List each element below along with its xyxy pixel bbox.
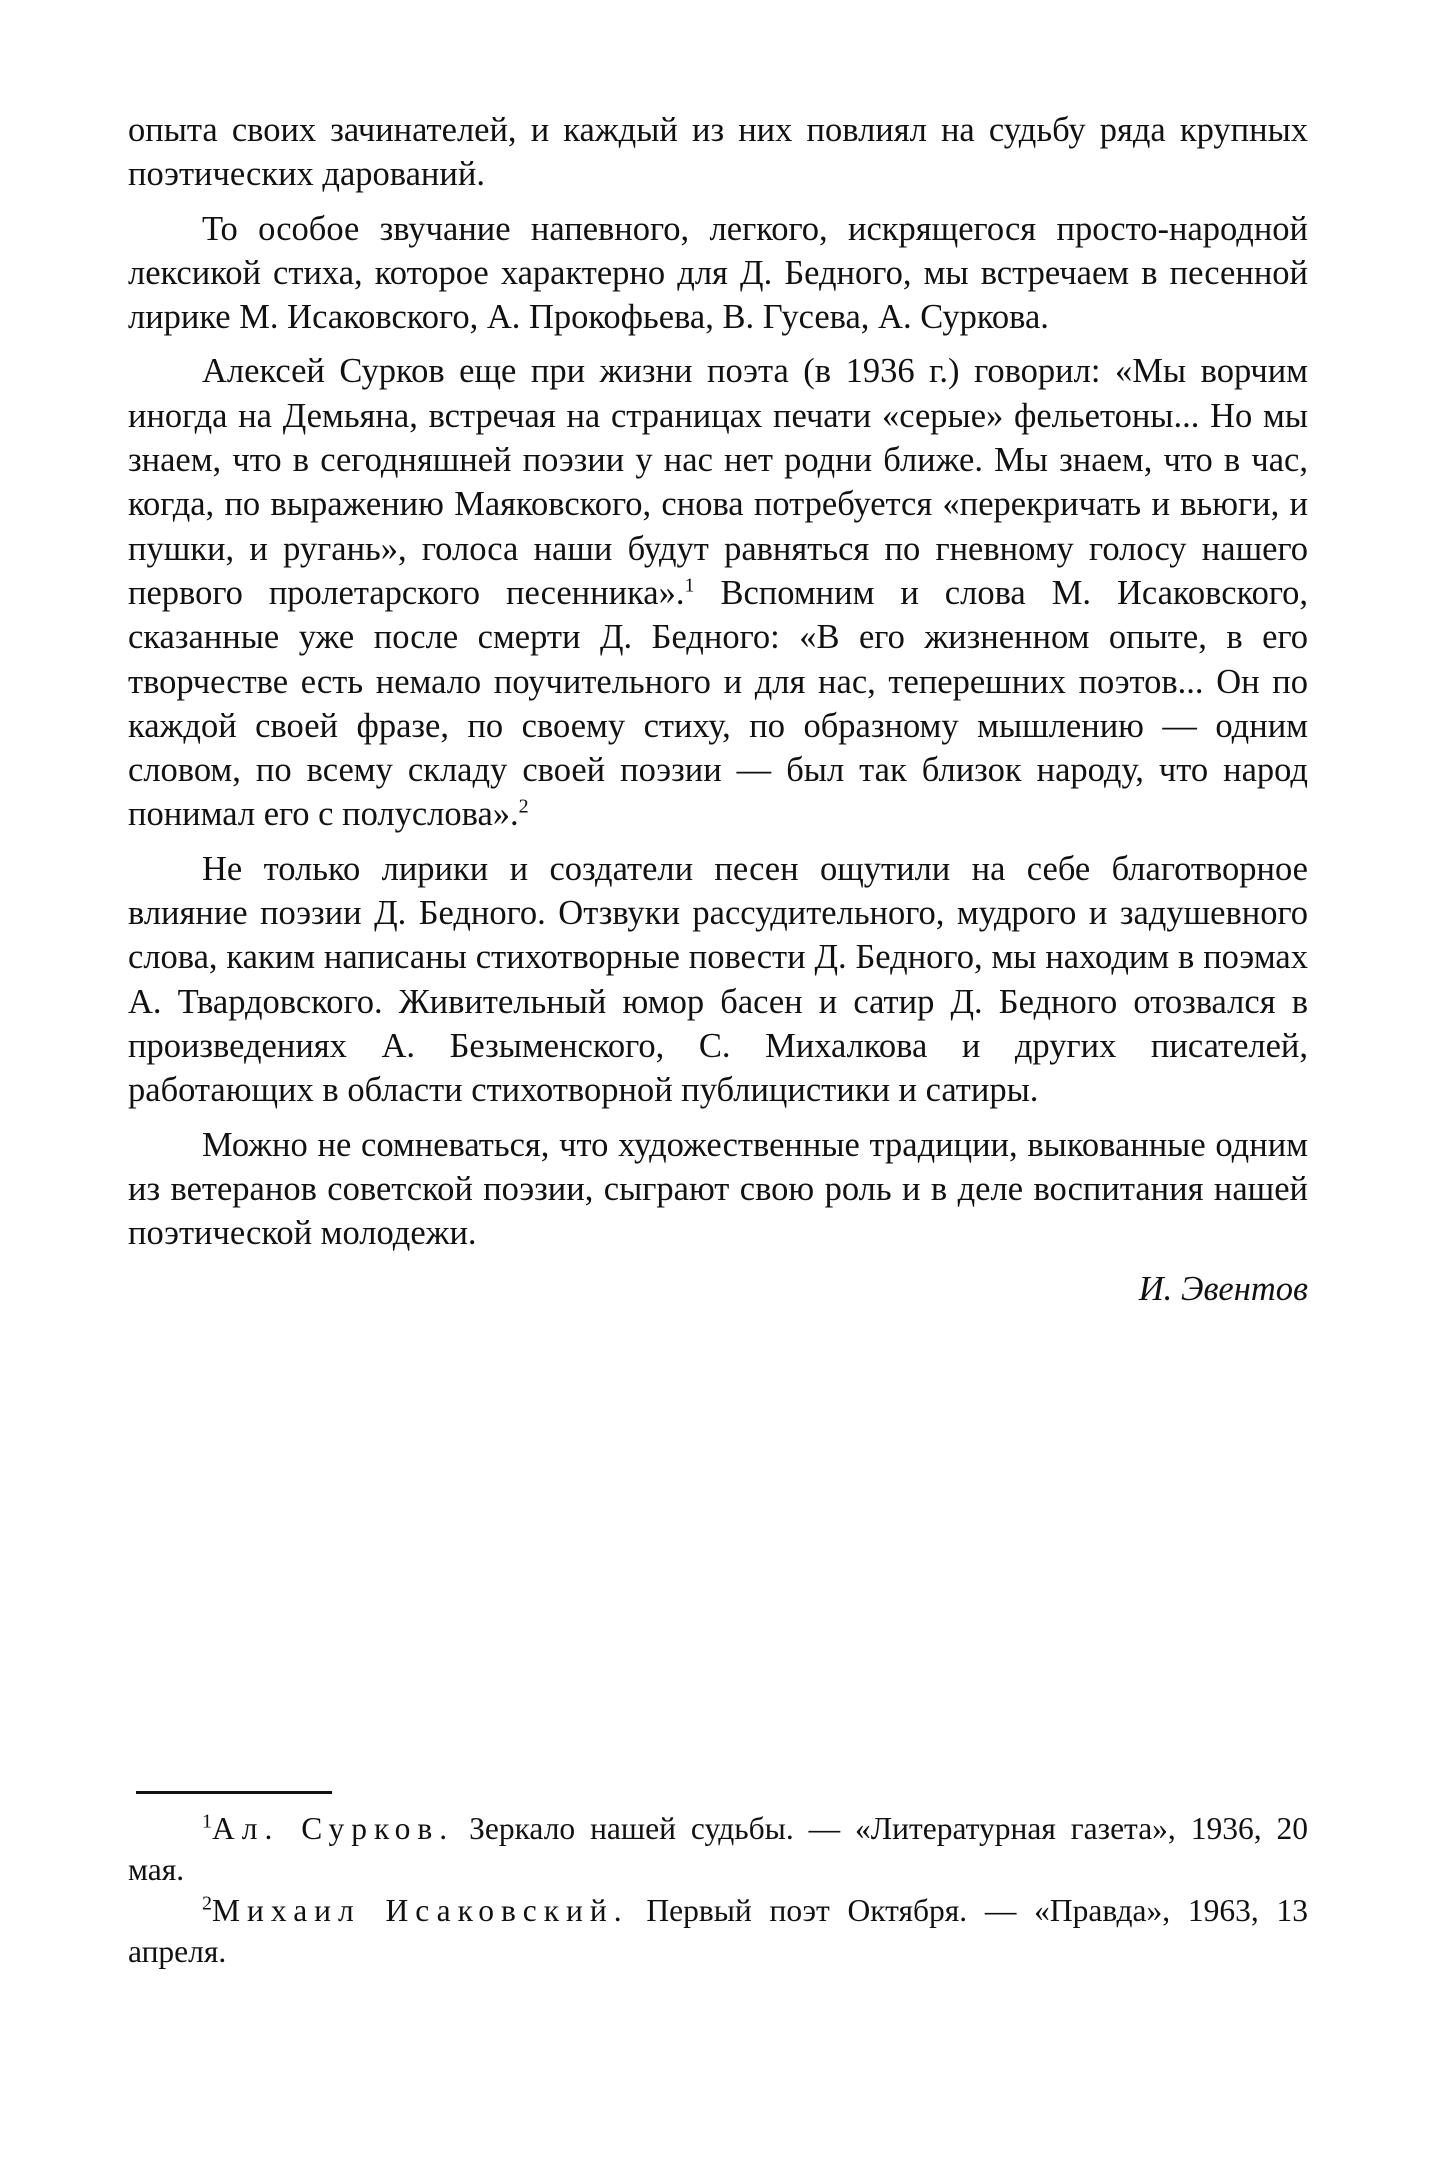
paragraph-3 xyxy=(128,349,1308,836)
footnote-2 xyxy=(128,1890,1308,1972)
footnote-1-author: Ал. Сурков. xyxy=(212,1811,455,1846)
footnote-1-text: Зеркало нашей судьбы. — «Литературная газета», 1936, 20 мая. xyxy=(128,1811,1308,1887)
footnote-2-text: Первый поэт Октября. — «Правда», 1963, 13 апреля. xyxy=(128,1893,1308,1969)
page-body xyxy=(128,108,1308,1312)
author-signature: И. Эвентов xyxy=(1138,1270,1308,1309)
footnote-1 xyxy=(128,1808,1308,1890)
paragraph-3-continuation: Вспомним и слова М. Исаковского, сказанные уже после смерти Д. Бедного: «В его жизненном опыте, в его творчестве есть немало поучительного и для нас, теперешних поэтов... Он по каждой своей фразе, по своему стиху, по образному мышлению — одним словом, по всему складу своей поэзии — был так близок народу, что народ понимал его с полуслова». xyxy=(128,573,1308,834)
footnote-divider xyxy=(136,1791,332,1794)
paragraph-5: Можно не сомневаться, что художественные традиции, выкованные одним из ветеранов советской поэзии, сыграют свою роль и в деле воспитания нашей поэтической молодежи. xyxy=(128,1125,1308,1253)
paragraph-2: То особое звучание напевного, легкого, искрящегося просто-народной лексикой стиха, которое характерно для Д. Бедного, мы встречаем в песенной лирике М. Исаковского, А. Прокофьева, В. Гусева, А. Суркова. xyxy=(128,209,1308,337)
footnote-mark-2: 2 xyxy=(202,1892,212,1915)
footnote-ref-1[interactable]: 1 xyxy=(684,574,695,597)
footnote-ref-2[interactable]: 2 xyxy=(518,795,529,818)
footnotes xyxy=(128,1808,1308,1972)
paragraph-1: опыта своих зачинателей, и каждый из них повлиял на судьбу ряда крупных поэтических дарований. xyxy=(128,111,1308,194)
paragraph-3-text: Алексей Сурков еще при жизни поэта (в 1936 г.) говорил: «Мы ворчим иногда на Демьяна, встречая на страницах печати «серые» фельетоны... Но мы знаем, что в сегодняшней поэзии у нас нет родни ближе. Мы знаем, что в час, когда, по выражению Маяковского, снова потребуется «перекричать и вьюги, и пушки, и ругань», голоса наши будут равняться по гневному голосу нашего первого пролетарского песенника». xyxy=(128,352,1308,612)
paragraph-4: Не только лирики и создатели песен ощутили на себе благотворное влияние поэзии Д. Бедного. Отзвуки рассудительного, мудрого и задушевного слова, каким написаны стихотворные повести Д. Бедного, мы находим в поэмах А. Твардовского. Живительный юмор басен и сатир Д. Бедного отозвался в произведениях А. Безыменского, С. Михалкова и других писателей, работающих в области стихотворной публицистики и сатиры. xyxy=(128,849,1308,1110)
footnote-2-author: Михаил Исаковский. xyxy=(212,1893,629,1928)
footnote-mark-1: 1 xyxy=(202,1810,212,1833)
